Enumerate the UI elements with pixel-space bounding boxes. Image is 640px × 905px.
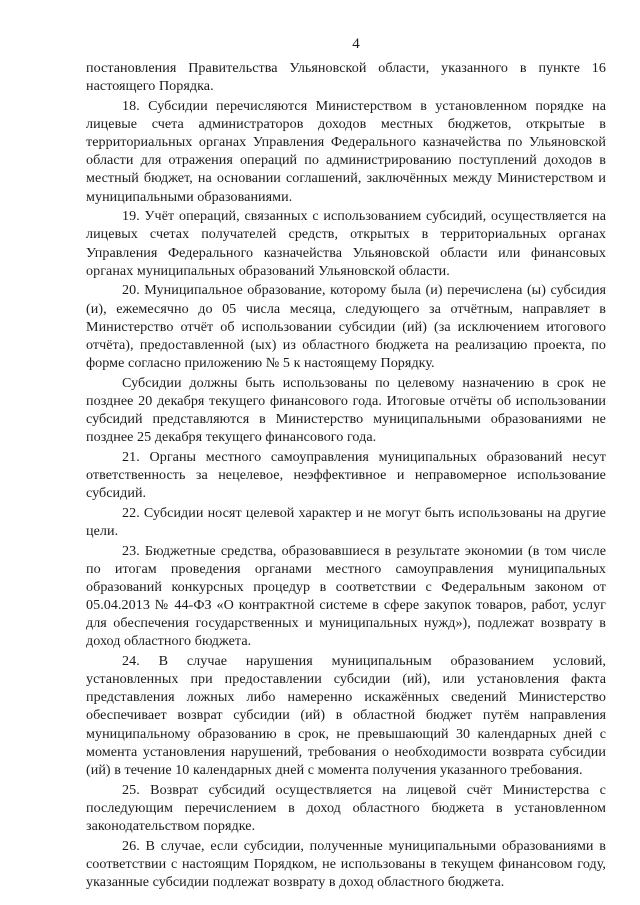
paragraph-20: 20. Муниципальное образование, которому была (и) перечислена (ы) субсидия (и), ежемесячно до 05 числа месяца, следующего за отчётным, направляет в Министерство отчёт об использовании субсидии (ий) (за исключением итогового отчёта), предоставленной (ых) из областного бюджета на реализацию проекта, по форме согласно приложению № 5 к настоящему Порядку. xyxy=(86,282,606,371)
paragraph-25: 25. Возврат субсидий осуществляется на лицевой счёт Министерства с последующим перечислением в доход областного бюджета в установленном законодательством порядке. xyxy=(86,781,606,834)
paragraph-continuation: постановления Правительства Ульяновской области, указанного в пункте 16 настоящего Порядка. xyxy=(86,60,606,95)
paragraph-21: 21. Органы местного самоуправления муниципальных образований несут ответственность за нецелевое, неэффективное и неправомерное использование субсидий. xyxy=(86,448,606,502)
paragraph-26: 26. В случае, если субсидии, полученные муниципальными образованиями в соответствии с настоящим Порядком, не использованы в текущем финансовом году, указанные субсидии подлежат возврату в доход областного бюджета. xyxy=(86,837,606,890)
page-number: 4 xyxy=(352,36,360,52)
paragraph-24: 24. В случае нарушения муниципальным образованием условий, установленных при предоставлении субсидии (ий), или установления факта представления ложных либо намеренно искажённых сведений Министерство обеспечивает возврат субсидии (ий) в областной бюджет путём направления муниципальному образованию в срок, не превышающий 30 календарных дней с момента установления нарушений, требования о необходимости возврата субсидии (ий) в течение 10 календарных дней с момента получения указанного требования. xyxy=(86,653,606,778)
paragraph-19: 19. Учёт операций, связанных с использованием субсидий, осуществляется на лицевых счетах получателей средств, открытых в территориальных органах Управления Федерального казначейства Ульяновской области или финансовых органах муниципальных образований Ульяновской области. xyxy=(86,208,606,279)
paragraph-20-deadline: Субсидии должны быть использованы по целевому назначению в срок не позднее 20 декабря текущего финансового года. Итоговые отчёты об использовании субсидий представляются в Министерство муниципальными образованиями не позднее 25 декабря текущего финансового года. xyxy=(86,374,606,446)
paragraph-18: 18. Субсидии перечисляются Министерством в установленном порядке на лицевые счета администраторов доходов местных бюджетов, открытые в территориальных органах Управления Федерального казначейства по Ульяновской области для отражения операций по администрированию поступлений доходов в местный бюджет, на основании соглашений, заключённых между Министерством и муниципальными образованиями. xyxy=(86,97,606,205)
paragraph-23: 23. Бюджетные средства, образовавшиеся в результате экономии (в том числе по итогам проведения органами местного самоуправления муниципальных образований конкурсных процедур в соответствии с Федеральным законом от 05.04.2013 № 44-ФЗ «О контрактной системе в сфере закупок товаров, работ, услуг для обеспечения государственных и муниципальных нужд»), подлежат возврату в доход областного бюджета. xyxy=(86,542,606,650)
paragraph-22: 22. Субсидии носят целевой характер и не могут быть использованы на другие цели. xyxy=(86,504,606,539)
